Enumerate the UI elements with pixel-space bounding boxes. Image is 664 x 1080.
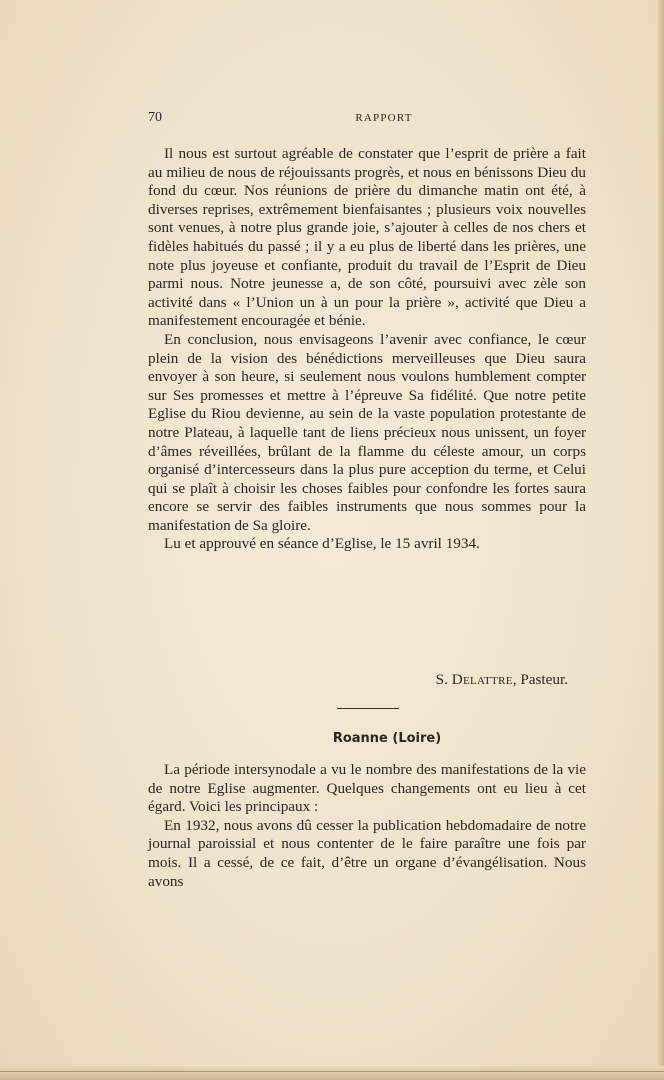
signature: [436, 671, 568, 690]
section-heading: Roanne (Loire): [332, 731, 442, 746]
page-edge-right: [658, 0, 664, 1080]
section-one-body: [148, 145, 586, 554]
page-number: 70: [148, 110, 162, 125]
section-two-body: [148, 761, 586, 891]
page-edge-bottom: [0, 1066, 664, 1080]
running-header: [148, 110, 588, 128]
body-paragraph: Il nous est surtout agréable de constater que l’esprit de prière a fait au milieu de nous de réjouissants progrès, et nous en bénissons Dieu du fond du cœur. Nos réunions de prière du dimanche matin ont été, à diverses reprises, extrêmement bienfaisantes ; plusieurs voix nouvelles sont venues, à notre plus grande joie, s’ajouter à celles de nos chers et fidèles habitués du passé ; il y a eu plus de liberté dans les prières, une note plus joyeuse et confiante, produit du travail de l’Esprit de Dieu parmi nous. Notre jeunesse a, de son côté, poursuivi avec zèle son activité dans « l’Union un à un pour la prière », activité que Dieu a manifestement encouragée et bénie.: [148, 145, 586, 330]
section-divider: [337, 708, 399, 709]
body-paragraph: Lu et approuvé en séance d’Eglise, le 15 avril 1934.: [164, 535, 480, 553]
body-paragraph: La période intersynodale a vu le nombre des manifestations de la vie de notre Eglise augmenter. Quelques changements ont eu lieu à cet égard. Voici les principaux :: [148, 761, 586, 816]
body-paragraph: En conclusion, nous envisageons l’avenir avec confiance, le cœur plein de la vision des bénédictions merveilleuses que Dieu saura envoyer à son heure, si seulement nous voulons humblement compter sur Ses promesses et mettre à l’épreuve Sa fidélité. Que notre petite Eglise du Riou devienne, au sein de la vaste population protestante de notre Plateau, à laquelle tant de liens précieux nous unissent, un foyer d’âmes réveillées, brûlant de la flamme du céleste amour, un corps organisé d’intercesseurs dans la plus pure acception du terme, et Celui qui se plaît à choisir les choses faibles pour confondre les fortes saura encore se servir des faibles instruments que nous sommes pour la manifestation de Sa gloire.: [148, 330, 586, 534]
signature-name: Delattre: [451, 671, 513, 688]
signature-initial: S.: [435, 671, 452, 688]
signature-title: , Pasteur.: [512, 671, 568, 688]
page-edge-line: [0, 1071, 664, 1072]
body-paragraph: En 1932, nous avons dû cesser la publication hebdomadaire de notre journal paroissial et nous contenter de le faire paraître une fois par mois. Il a cessé, de ce fait, d’être un organe d’évangélisation. Nous avons: [148, 816, 586, 890]
running-title: RAPPORT: [355, 112, 413, 124]
